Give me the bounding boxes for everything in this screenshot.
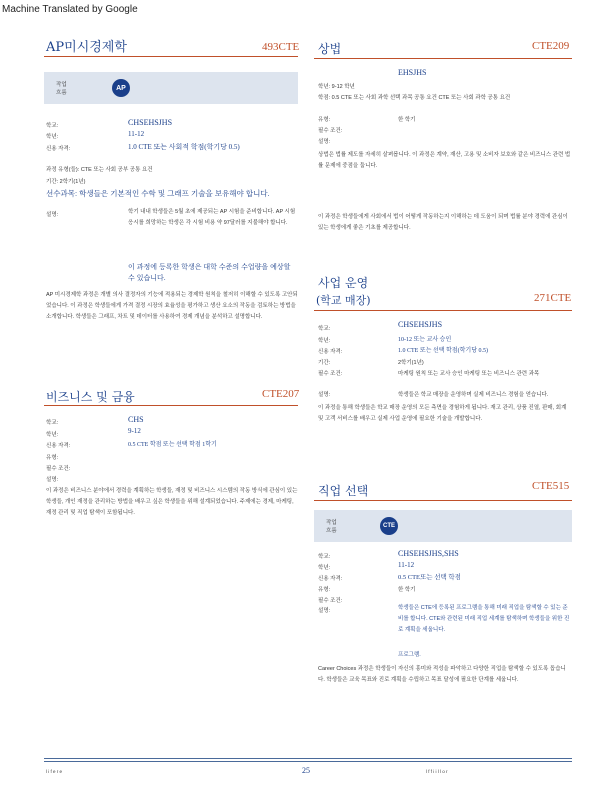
career-title-rule [314, 500, 572, 501]
ap-note1: 과정 유형(들): CTE 또는 사회 공부 공통 요건 [46, 167, 153, 173]
ap-grade: 11-12 [128, 130, 145, 138]
ap-note2: 기간: 2학기(1년) [46, 179, 86, 185]
career-code: CTE515 [532, 480, 570, 492]
store-title-rule [314, 310, 572, 311]
business-credit-label: 신용 자격: [46, 443, 71, 449]
business-credit: 0.5 CTE 학점 또는 선택 학점 1학기 [128, 442, 217, 448]
law-grade: 학년: 9-12 학년 [318, 84, 355, 90]
career-desc-end: 프로그램. [398, 652, 421, 658]
page-number: 25 [302, 766, 310, 775]
ap-credit-label: 신용 자격: [46, 146, 71, 152]
footer-right: l f f i i l l o r [426, 769, 448, 774]
career-school: CHSEHSJHS,SHS [398, 549, 459, 558]
store-term: 2학기(1년) [398, 360, 424, 366]
career-credit: 0.5 CTE또는 선택 학점 [398, 574, 461, 581]
career-workflow-label: 작업 흐름 [326, 520, 337, 534]
store-code: 271CTE [534, 292, 572, 304]
career-credit-label: 신용 자격: [318, 576, 343, 582]
store-school: CHSEHSJHS [398, 320, 443, 329]
store-term-label: 기간: [318, 360, 331, 366]
law-desc-label: 설명: [318, 139, 331, 145]
career-paragraph: Career Choices 과정은 학생들이 자신의 흥미와 적성을 파악하고 다양한 직업을 탐색할 수 있도록 돕습니다. 학생들은 교육 목표와 진로 계획을 수립하고 목표 달성에 필요한 단계를 세웁니다. [318, 666, 566, 683]
career-grade-label: 학년: [318, 565, 331, 571]
store-school-label: 학교: [318, 326, 331, 332]
ap-paragraph: AP 미시경제학 과정은 개별 의사 결정자의 기능에 적용되는 경제학 원칙을 철저히 이해할 수 있도록 고안되었습니다. 이 과정은 학생들에게 가격 결정 시장의 효율성을 평가하고 생산 요소의 작동을 검토하는 방법을 소개합니다. 학생들은 그래프, 차트 및 데이터를 사용하여 경제 개념을 분석하고 설명합니다. [46, 292, 298, 320]
ap-highlight: 이 과정에 등록한 학생은 대학 수준의 수업량을 예상할 수 있습니다. [128, 264, 291, 282]
career-grade: 11-12 [398, 561, 415, 569]
law-credit: 학점: 0.5 CTE 또는 사회 과학 선택 과목 공통 요건 CTE 또는 사회 과학 공통 요건 [318, 95, 511, 101]
business-desc-label: 설명: [46, 477, 59, 483]
store-title: 사업 운영 [318, 276, 369, 290]
ap-prereq: 선수과목: 학생들은 기본적인 수학 및 그래프 기술을 보유해야 합니다. [46, 189, 270, 198]
ap-workflow-band [44, 72, 298, 104]
career-type-label: 유형: [318, 587, 331, 593]
store-paragraph: 이 과정을 통해 학생들은 학교 매장 운영의 모든 측면을 경험하게 됩니다. 재고 관리, 상품 진열, 판매, 회계 및 고객 서비스를 배우고 실제 사업 운영에 필요한 기술을 개발합니다. [318, 405, 567, 422]
law-school: EHSJHS [398, 68, 427, 77]
store-grade-label: 학년: [318, 338, 331, 344]
store-desc-label: 설명: [318, 392, 331, 398]
law-prereq-label: 필수 조건: [318, 128, 343, 134]
ap-title-rule [44, 56, 298, 57]
law-code: CTE209 [532, 40, 570, 52]
store-grade: 10-12 또는 교사 승인 [398, 337, 452, 343]
store-credit-label: 신용 자격: [318, 349, 343, 355]
store-prereq-label: 필수 조건: [318, 371, 343, 377]
footer-rule-top [44, 758, 572, 759]
store-subtitle: (학교 매장) [316, 294, 371, 307]
career-title: 직업 선택 [318, 484, 369, 498]
ap-workflow-label: 작업 흐름 [56, 82, 67, 96]
business-paragraph: 이 과정은 비즈니스 분야에서 경력을 계획하는 학생들, 재정 및 비즈니스 시스템의 작동 방식에 관심이 있는 학생들, 개인 재정을 관리하는 방법을 배우고 싶은 학생들을 위해 설계되었습니다. 주제에는 경제, 마케팅, 재정 관리 및 직업 탐색이 포함됩니다. [46, 488, 298, 516]
career-type: 한 학기 [398, 587, 416, 593]
ap-grade-label: 학년: [46, 134, 59, 140]
law-type: 한 학기 [398, 117, 416, 123]
law-title: 상법 [318, 42, 342, 56]
law-paragraph: 상법은 법률 제도를 자세히 살펴봅니다. 이 과정은 계약, 재산, 고용 및 소비자 보호와 같은 비즈니스 관련 법률 문제에 중점을 둡니다. [318, 152, 571, 169]
ap-logo-icon: AP [112, 79, 130, 97]
law-paragraph-2: 이 과정은 학생들에게 사회에서 법이 어떻게 작동하는지 이해하는 데 도움이 되며 법률 분야 경력에 관심이 있는 학생에게 좋은 기초를 제공합니다. [318, 214, 568, 231]
business-type-label: 유형: [46, 455, 59, 461]
store-credit: 1.0 CTE 또는 선택 학점(학기당 0.5) [398, 348, 488, 354]
career-desc: 학생들은 CTE에 등록된 프로그램을 통해 미래 직업을 탐색할 수 있는 준비를 합니다. CTE와 관련된 미래 직업 세계를 탐색하며 학생들을 위한 진로 계획을 세웁니다. [398, 605, 570, 633]
law-type-label: 유형: [318, 117, 331, 123]
business-grade-label: 학년: [46, 432, 59, 438]
ap-title: AP미시경제학 [46, 40, 127, 55]
ap-desc: 학기 내내 학생들은 5월 초에 제공되는 AP 시험을 준비합니다. AP 시험 응시를 희망하는 학생은 각 시험 비용 약 97달러를 지불해야 합니다. [128, 209, 296, 226]
business-code: CTE207 [262, 388, 300, 400]
store-prereq: 마케팅 원칙 또는 교사 승인 마케팅 또는 비즈니스 관련 과목 [398, 371, 540, 377]
footer-rule-bottom [44, 761, 572, 762]
business-title: 비즈니스 및 금융 [46, 390, 135, 404]
translation-banner: Machine Translated by Google [2, 4, 138, 15]
career-prereq-label: 필수 조건: [318, 598, 343, 604]
footer-left: l i f e r e [46, 769, 63, 774]
ap-desc-label: 설명: [46, 212, 59, 218]
career-workflow-band [314, 510, 572, 542]
business-school: CHS [128, 415, 144, 424]
cte-logo-icon: CTE [380, 517, 398, 535]
ap-school: CHSEHSJHS [128, 118, 173, 127]
ap-code: 493CTE [262, 41, 300, 53]
business-prereq-label: 필수 조건: [46, 466, 71, 472]
law-title-rule [314, 58, 572, 59]
ap-credit: 1.0 CTE 또는 사회적 학점(학기당 0.5) [128, 143, 240, 151]
ap-school-label: 학교: [46, 123, 59, 129]
store-desc: 학생들은 학교 매장을 운영하며 실제 비즈니스 경험을 얻습니다. [398, 392, 549, 398]
career-school-label: 학교: [318, 554, 331, 560]
business-title-rule [44, 405, 298, 406]
career-desc-label: 설명: [318, 608, 331, 614]
business-grade: 9-12 [128, 427, 141, 435]
business-school-label: 학교: [46, 420, 59, 426]
